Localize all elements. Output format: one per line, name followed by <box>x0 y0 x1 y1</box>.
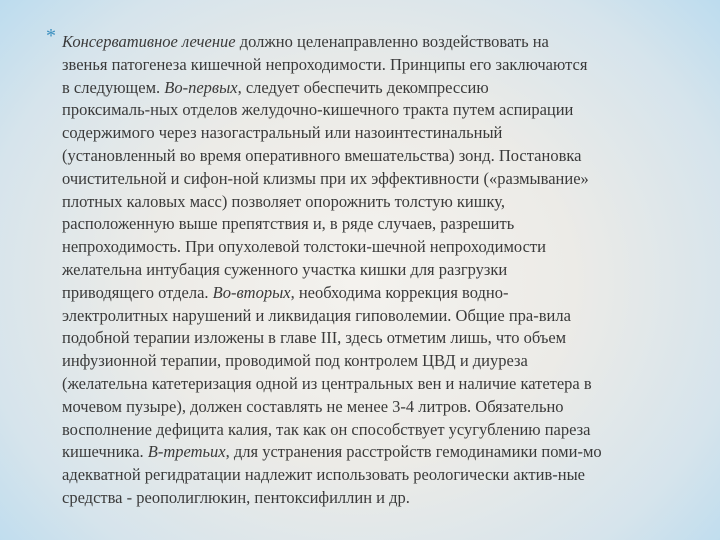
text-line <box>62 122 702 145</box>
text-line <box>62 168 702 191</box>
text-run: , для устранения расстройств гемодинамики поми-мо <box>225 442 602 462</box>
text-line <box>62 441 702 464</box>
text-run: , необходима коррекция водно- <box>290 282 509 302</box>
text-line <box>62 282 702 305</box>
text-line <box>62 99 702 122</box>
text-line <box>62 350 702 373</box>
text-line <box>62 236 702 259</box>
text-run: средства - реополиглюкин, пентоксифиллин и др. <box>62 487 410 507</box>
italic-term: Во-вторых <box>212 282 291 302</box>
text-run: очистительной и сифон-ной клизмы при их эффективности («размывание» <box>62 168 589 188</box>
text-run: должно целенаправленно воздействовать на <box>235 32 549 51</box>
text-line <box>62 54 702 77</box>
text-run: кишечника. <box>62 442 148 462</box>
text-line <box>62 396 702 419</box>
text-line <box>62 259 702 282</box>
text-line <box>62 419 702 442</box>
text-run: (установленный во время оперативного вмешательства) зонд. Постановка <box>62 145 582 165</box>
text-run: желательна интубация суженного участка кишки для разгрузки <box>62 259 508 279</box>
text-line <box>62 487 702 510</box>
italic-term: Во-первых <box>164 77 238 97</box>
text-line <box>62 213 702 236</box>
text-run: мочевом пузыре), должен составлять не менее 3-4 литров. Обязательно <box>62 396 564 416</box>
text-run: восполнение дефицита калия, так как он способствует усугублению пареза <box>62 419 591 439</box>
text-run: приводящего отдела. <box>62 282 213 302</box>
text-line <box>62 373 702 396</box>
italic-term: В-третьих <box>147 442 226 462</box>
body-text <box>62 31 702 510</box>
text-line <box>62 327 702 350</box>
text-run: проксималь-ных отделов желудочно-кишечного тракта путем аспирации <box>62 100 574 120</box>
text-run: в следующем. <box>62 77 165 97</box>
text-run: (желательна катетеризация одной из центральных вен и наличие катетера в <box>62 373 592 393</box>
text-line <box>62 191 702 214</box>
text-run: содержимого через назогастральный или назоинтестинальный <box>62 123 503 143</box>
text-run: электролитных нарушений и ликвидация гиповолемии. Общие пра-вила <box>62 305 571 325</box>
text-line <box>62 77 702 100</box>
italic-term: Консервативное лечение <box>62 32 236 51</box>
text-run: подобной терапии изложены в главе III, здесь отметим лишь, что объем <box>62 328 567 348</box>
text-run: инфузионной терапии, проводимой под контролем ЦВД и диуреза <box>62 351 528 371</box>
text-run: непроходимость. При опухолевой толстоки-шечной непроходимости <box>62 237 546 257</box>
asterisk-bullet-icon: * <box>46 25 56 47</box>
text-run: звенья патогенеза кишечной непроходимости. Принципы его заключаются <box>62 54 588 74</box>
text-run: адекватной регидратации надлежит использовать реологически актив-ные <box>62 465 585 485</box>
text-line <box>62 305 702 328</box>
text-line <box>62 31 702 54</box>
text-run: плотных каловых масс) позволяет опорожнить толстую кишку, <box>62 191 505 211</box>
text-run: , следует обеспечить декомпрессию <box>237 77 489 97</box>
text-run: расположенную выше препятствия и, в ряде случаев, разрешить <box>62 214 515 234</box>
text-line <box>62 464 702 487</box>
text-line <box>62 145 702 168</box>
